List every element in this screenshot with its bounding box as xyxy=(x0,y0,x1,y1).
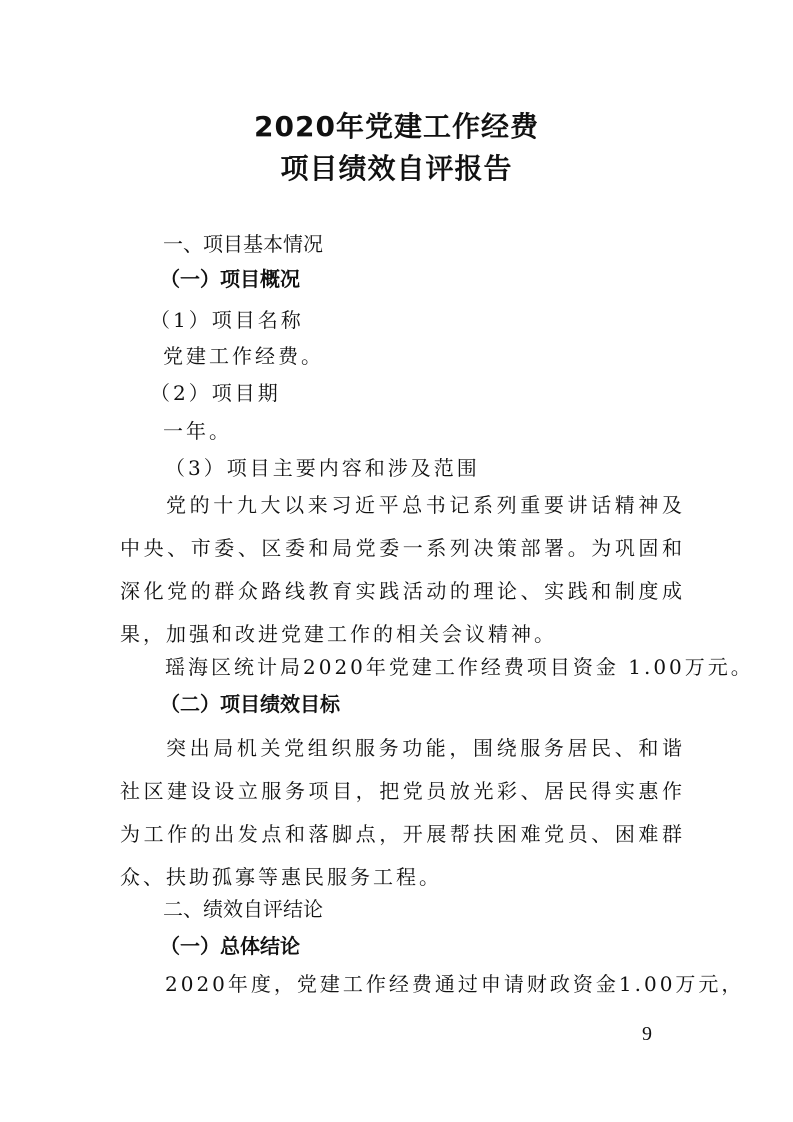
overall-conclusion-text: 2020年度，党建工作经费通过申请财政资金1.00万元， xyxy=(165,972,745,996)
section2-heading: 二、绩效自评结论 xyxy=(163,897,323,921)
section1-heading: 一、项目基本情况 xyxy=(163,232,323,256)
item3-funding-line: 瑶海区统计局2020年党建工作经费项目资金 1.00万元。 xyxy=(165,655,754,679)
item2-label: （2）项目期 xyxy=(150,381,281,405)
performance-goal-paragraph: 突出局机关党组织服务功能，围绕服务居民、和谐社区建设设立服务项目，把党员放光彩、居民得实惠作为工作的出发点和落脚点，开展帮扶困难党员、困难群众、扶助孤寡等惠民服务工程。 xyxy=(120,736,685,889)
subsection1-heading: （一）项目概况 xyxy=(160,267,300,291)
item2-text: 一年。 xyxy=(163,419,232,443)
item3-label: （3）项目主要内容和涉及范围 xyxy=(165,456,480,480)
document-title-line2: 项目绩效自评报告 xyxy=(280,152,513,185)
item3-paragraph: 党的十九大以来习近平总书记系列重要讲话精神及中央、市委、区委和局党委一系列决策部署。为巩固和深化党的群众路线教育实践活动的理论、实践和制度成果，加强和改进党建工作的相关会议精神。 xyxy=(120,493,685,646)
subsection2-heading: （二）项目绩效目标 xyxy=(160,692,340,716)
overall-conclusion-heading: （一）总体结论 xyxy=(160,934,300,958)
document-title-line1: 2020年党建工作经费 xyxy=(254,110,539,143)
item1-text: 党建工作经费。 xyxy=(163,344,324,368)
item1-label: （1）项目名称 xyxy=(150,308,304,332)
page-number: 9 xyxy=(642,1023,652,1045)
